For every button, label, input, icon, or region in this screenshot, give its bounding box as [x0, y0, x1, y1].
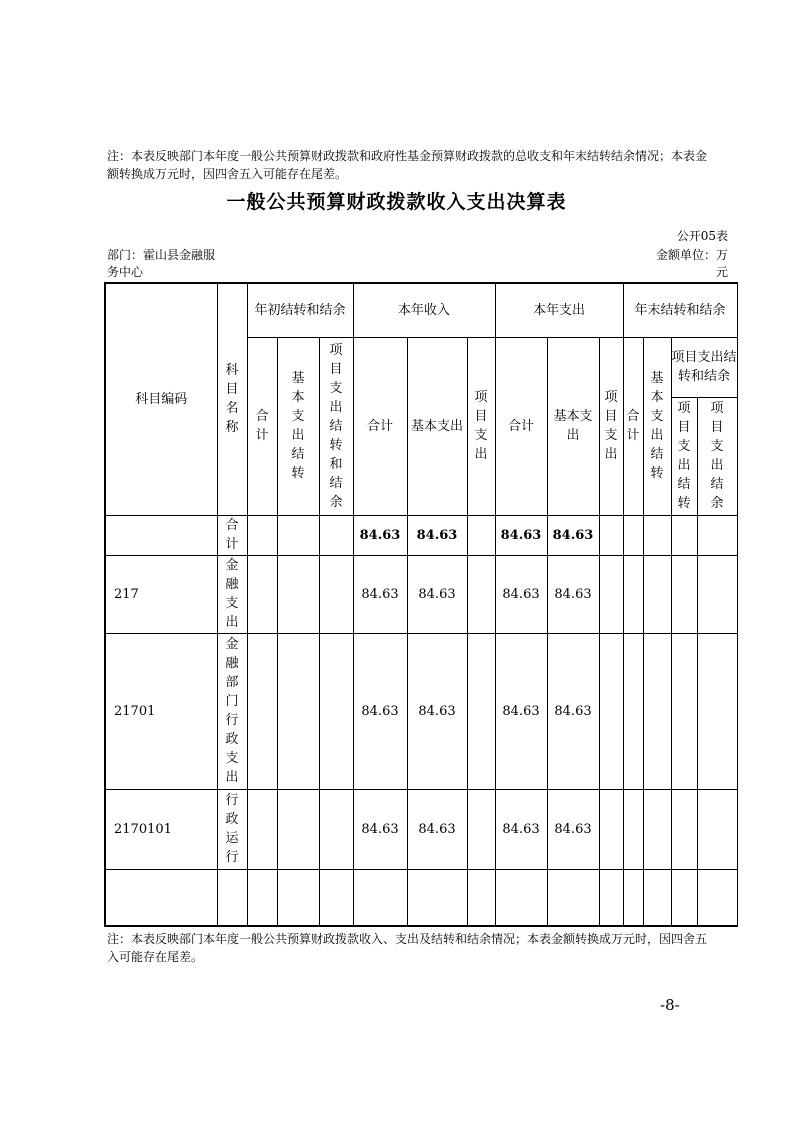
- row-expense-basic: 84.63: [547, 515, 599, 555]
- header-begin-group: 年初结转和结余: [247, 283, 353, 337]
- row-expense-total: 84.63: [495, 789, 547, 869]
- row-income-basic: 84.63: [407, 555, 467, 633]
- amount-unit-label: 金额单位：万元: [655, 248, 728, 279]
- budget-table: [104, 282, 738, 927]
- bottom-note: 注：本表反映部门本年度一般公共预算财政拨款收入、支出及结转和结余情况；本表金额转换成万元时，因四舍五入可能存在尾差。: [107, 932, 708, 964]
- row-code: [105, 515, 217, 555]
- row-income-basic: 84.63: [407, 515, 467, 555]
- table-row-empty: [105, 869, 737, 926]
- header-row-1: [105, 283, 737, 337]
- header-end-total: 合计: [623, 337, 643, 515]
- row-code: 217: [105, 555, 217, 633]
- row-expense-total: 84.63: [495, 515, 547, 555]
- row-income-total: 84.63: [353, 515, 407, 555]
- row-expense-total: 84.63: [495, 633, 547, 789]
- table-row: [105, 633, 737, 789]
- page-title: 一般公共预算财政拨款收入支出决算表: [226, 191, 567, 213]
- row-expense-total: 84.63: [495, 555, 547, 633]
- row-name: 合计: [217, 515, 247, 555]
- table-row: [105, 555, 737, 633]
- row-code: 21701: [105, 633, 217, 789]
- header-income-basic: 基本支出: [407, 337, 467, 515]
- row-name: 行政运行: [217, 789, 247, 869]
- header-income-project: 项目支出: [467, 337, 495, 515]
- table-row: [105, 789, 737, 869]
- header-end-project-group: 项目支出结转和结余: [671, 337, 737, 397]
- row-income-total: 84.63: [353, 555, 407, 633]
- form-number: 公开05表: [676, 229, 728, 243]
- header-expense-group: 本年支出: [495, 283, 623, 337]
- header-expense-total: 合计: [495, 337, 547, 515]
- header-code: 科目编码: [105, 283, 217, 515]
- header-expense-project: 项目支出: [599, 337, 623, 515]
- budget-table-container: [104, 282, 736, 927]
- row-expense-basic: 84.63: [547, 789, 599, 869]
- row-code: 2170101: [105, 789, 217, 869]
- header-income-total: 合计: [353, 337, 407, 515]
- row-name: 金融支出: [217, 555, 247, 633]
- row-name: 金融部门行政支出: [217, 633, 247, 789]
- row-expense-basic: 84.63: [547, 633, 599, 789]
- header-expense-basic: 基本支出: [547, 337, 599, 515]
- department-label: 部门：霍山县金融服务中心: [107, 248, 216, 279]
- header-end-project-surplus: 项目支出结余: [697, 397, 737, 515]
- row-income-total: 84.63: [353, 633, 407, 789]
- header-end-project-carry: 项目支出结转: [671, 397, 697, 515]
- top-note: 注：本表反映部门本年度一般公共预算财政拨款和政府性基金预算财政拨款的总收支和年末结转结余情况；本表金额转换成万元时，因四舍五入可能存在尾差。: [107, 149, 708, 181]
- header-begin-project: 项目支出结转和结余: [319, 337, 353, 515]
- header-end-basic: 基本支出结转: [643, 337, 671, 515]
- row-income-basic: 84.63: [407, 789, 467, 869]
- header-end-group: 年末结转和结余: [623, 283, 737, 337]
- table-row: [105, 515, 737, 555]
- row-income-basic: 84.63: [407, 633, 467, 789]
- row-expense-basic: 84.63: [547, 555, 599, 633]
- header-income-group: 本年收入: [353, 283, 495, 337]
- row-income-total: 84.63: [353, 789, 407, 869]
- header-begin-basic: 基本支出结转: [277, 337, 319, 515]
- page-number: -8-: [660, 996, 680, 1014]
- header-begin-total: 合计: [247, 337, 277, 515]
- header-name: 科目名称: [217, 283, 247, 515]
